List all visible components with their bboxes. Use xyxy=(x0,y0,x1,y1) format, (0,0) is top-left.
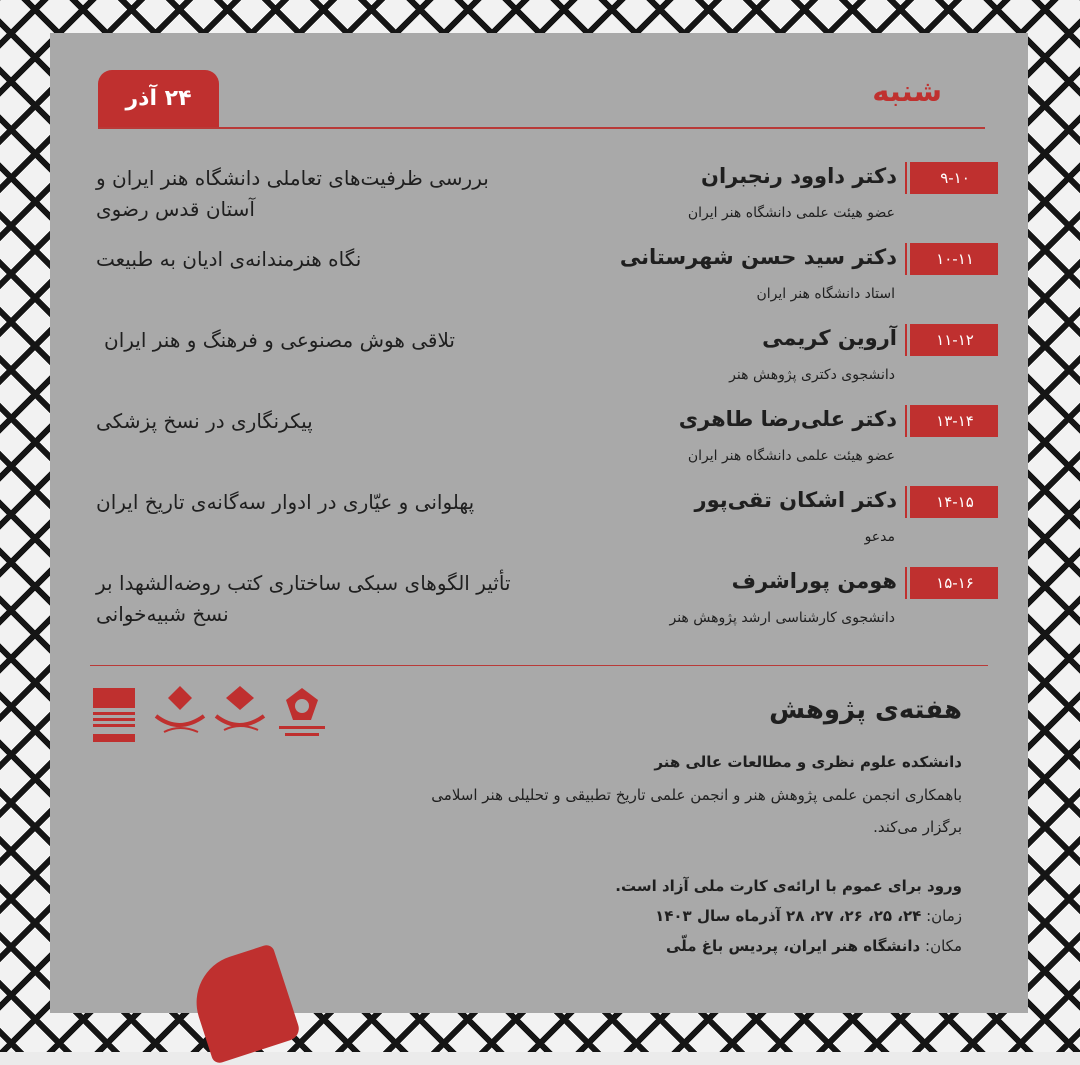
session-row xyxy=(0,486,1080,564)
time-value: ۲۴، ۲۵، ۲۶، ۲۷، ۲۸ آذرماه سال ۱۴۰۳ xyxy=(655,907,922,925)
entry-text: ورود برای عموم با ارائه‌ی کارت ملی آزاد است. xyxy=(615,877,962,895)
time-line xyxy=(655,907,962,925)
daneshgah-honar-iran-logo xyxy=(210,684,268,744)
held-text: برگزار می‌کند. xyxy=(873,818,962,836)
session-row xyxy=(0,243,1080,321)
speaker-affiliation: عضو هیئت علمی دانشگاه هنر ایران xyxy=(687,205,895,221)
place-line xyxy=(666,937,962,955)
anjoman-elmi-pajuhesh-honar-logo xyxy=(273,684,331,744)
session-row xyxy=(0,405,1080,483)
speaker-affiliation: دانشجوی کارشناسی ارشد پژوهش هنر xyxy=(669,610,895,626)
talk-title: بررسی ظرفیت‌های تعاملی دانشگاه هنر ایران و آستان قدس رضوی xyxy=(96,166,489,221)
place-value: دانشگاه هنر ایران، پردیس باغ ملّی xyxy=(665,937,921,955)
talk-title: پیکرنگاری در نسخ پزشکی xyxy=(96,409,313,433)
date-tab: ۲۴ آذر xyxy=(98,70,219,128)
session-row xyxy=(0,162,1080,240)
talk-title: تأثیر الگوهای سبکی ساختاری کتب روضه‌الشهدا بر نسخ شبیه‌خوانی xyxy=(96,571,511,626)
session-row xyxy=(0,324,1080,402)
daneshkadeh-logo xyxy=(150,684,208,744)
speaker-name: آروین کریمی xyxy=(762,326,897,350)
header-divider xyxy=(98,127,985,129)
time-badge: ۱۳-۱۴ xyxy=(910,405,998,437)
honar-logo xyxy=(91,684,137,744)
time-badge: ۹-۱۰ xyxy=(910,162,998,194)
speaker-affiliation: مدعو xyxy=(864,529,895,545)
footer-divider xyxy=(90,665,988,666)
place-label: مکان: xyxy=(925,937,962,955)
time-badge: ۱۴-۱۵ xyxy=(910,486,998,518)
talk-title: تلاقی هوش مصنوعی و فرهنگ و هنر ایران xyxy=(104,328,455,352)
time-badge: ۱۱-۱۲ xyxy=(910,324,998,356)
speaker-name: دکتر اشکان تقی‌پور xyxy=(694,488,897,512)
speaker-name: هومن پوراشرف xyxy=(731,569,897,593)
time-badge: ۱۵-۱۶ xyxy=(910,567,998,599)
speaker-affiliation: دانشجوی دکتری پژوهش هنر xyxy=(729,367,895,383)
talk-title: نگاه هنرمندانه‌ی ادیان به طبیعت xyxy=(96,247,362,271)
time-label: زمان: xyxy=(926,907,962,925)
speaker-name: دکتر سید حسن شهرستانی xyxy=(619,245,897,269)
speaker-name: دکتر داوود رنجبران xyxy=(701,164,897,188)
speaker-affiliation: عضو هیئت علمی دانشگاه هنر ایران xyxy=(687,448,895,464)
session-row xyxy=(0,567,1080,645)
event-title: هفته‌ی پژوهش xyxy=(769,695,962,725)
speaker-name: دکتر علی‌رضا طاهری xyxy=(678,407,897,431)
speaker-affiliation: استاد دانشگاه هنر ایران xyxy=(756,286,895,302)
talk-title: پهلوانی و عیّاری در ادوار سه‌گانه‌ی تاریخ ایران xyxy=(96,490,475,514)
organizer-text: دانشکده علوم نظری و مطالعات عالی هنر xyxy=(654,753,962,771)
time-badge: ۱۰-۱۱ xyxy=(910,243,998,275)
day-title: شنبه xyxy=(872,74,942,108)
collaboration-text: باهمکاری انجمن علمی پژوهش هنر و انجمن علمی تاریخ تطبیقی و تحلیلی هنر اسلامی xyxy=(431,786,962,804)
